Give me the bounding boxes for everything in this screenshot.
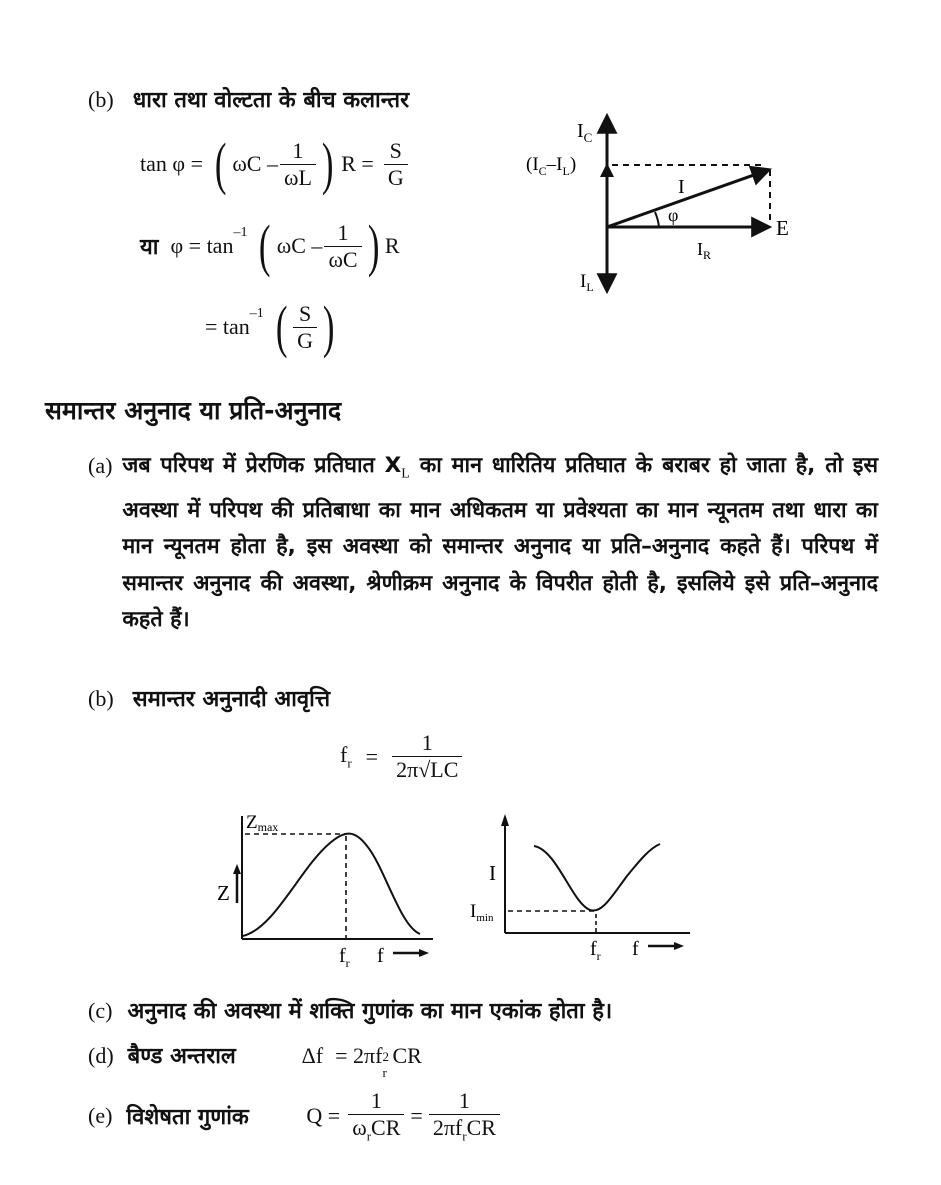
eq2-fraction xyxy=(324,220,361,273)
section-heading: समान्तर अनुनाद या प्रति-अनुनाद xyxy=(45,396,342,425)
eq2-lhs: φ = tan xyxy=(170,233,234,258)
i-f-arrowhead xyxy=(674,942,684,950)
fr-lhs: $f_r$ xyxy=(340,741,352,771)
label-ir: $I_R$ xyxy=(697,239,712,262)
fr-num: 1 xyxy=(392,730,462,757)
paragraph-d xyxy=(88,1040,422,1080)
paragraph-e-title: विशेषता गुणांक xyxy=(126,1105,249,1131)
eq3-paren-close: ) xyxy=(322,294,335,359)
z-f-label: f xyxy=(377,945,384,967)
paragraph-b-label: (b) xyxy=(88,686,114,711)
q-eq-sign: = xyxy=(410,1103,423,1129)
q-lhs: Q = xyxy=(306,1103,341,1129)
ic-il-arrowhead xyxy=(600,163,614,177)
bandwidth-equation: Δf = 2πf 2 r CR xyxy=(301,1043,422,1080)
label-phi: φ xyxy=(668,205,679,225)
paragraph-d-title: बैण्ड अन्तराल xyxy=(127,1044,236,1069)
label-ic-il: $(I_C-I_L)$ xyxy=(526,154,577,178)
eq2-after: R xyxy=(384,233,400,258)
equation-phi-sg xyxy=(205,294,340,359)
paragraph-c xyxy=(88,995,612,1025)
eq1-rhs-num: S xyxy=(384,138,408,165)
xl-subscript: L xyxy=(401,466,410,482)
eq2-ya: या xyxy=(140,235,159,260)
z-fr-label: $f_r$ xyxy=(339,945,350,970)
q-num-2: 1 xyxy=(429,1088,500,1115)
eq2-paren-close: ) xyxy=(367,213,380,278)
phasor-diagram xyxy=(520,105,810,300)
paragraph-b-title: समान्तर अनुनादी आवृत्ति xyxy=(132,687,331,712)
q-num-1: 1 xyxy=(348,1088,404,1115)
fr-fraction xyxy=(392,730,462,783)
z-label: Z xyxy=(217,881,230,905)
paragraph-c-text: अनुनाद की अवस्था में शक्ति गुणांक का मान एकांक होता है। xyxy=(127,999,613,1024)
eq1-num: 1 xyxy=(280,138,316,165)
eq1-lhs: tan φ = xyxy=(140,151,203,176)
paragraph-a xyxy=(88,448,878,639)
fr-eq-sign: = xyxy=(365,743,379,769)
z-arrowhead xyxy=(233,864,241,874)
eq3-num: S xyxy=(293,301,317,328)
current-graph xyxy=(462,808,702,973)
i-y-arrowhead xyxy=(501,814,509,826)
paragraph-a-text: जब परिपथ में प्रेरणिक प्रतिघात $X_L$ का मान धारितिय प्रतिघात के बराबर हो जाता है, तो इस अवस्था में परिपथ की प्रतिबाधा का मान अधिकतम या प्रवेश्यता का मान न्यूनतम तथा धारा का मान न्यूनतम होता है, इस अवस्था को समान्तर अनुनाद या प्रति–अनुनाद कहते हैं। परिपथ में समान्तर अनुनाद की अवस्था, श्रेणीक्रम अनुनाद के विपरीत होती है, इसलिये इसे प्रति–अनुनाद कहते हैं। xyxy=(122,453,879,633)
imin-label: $I_{min}$ xyxy=(470,901,494,924)
section-b-top xyxy=(88,84,409,114)
paragraph-c-label: (c) xyxy=(88,998,113,1023)
impedance-graph xyxy=(205,808,445,973)
q-fraction-2 xyxy=(429,1088,500,1144)
eq3-den: G xyxy=(297,327,314,353)
fr-equation xyxy=(340,730,462,783)
eq1-term: ωC – xyxy=(232,151,278,176)
eq1-rhs-fraction xyxy=(384,138,408,191)
paragraph-d-label: (d) xyxy=(88,1043,114,1068)
eq1-paren-open: ( xyxy=(214,131,227,196)
label-ic: $I_C$ xyxy=(577,120,593,145)
paragraph-e xyxy=(88,1088,500,1144)
label-e: E xyxy=(776,216,789,240)
paragraph-e-label: (e) xyxy=(88,1103,113,1129)
z-curve xyxy=(243,834,420,936)
eq1-den: ωL xyxy=(283,164,312,190)
eq1-rhs-den: G xyxy=(387,164,404,190)
phi-arc xyxy=(655,212,659,227)
eq3-sup: –1 xyxy=(249,306,264,321)
i-fr-label: $f_r$ xyxy=(590,938,601,963)
q-den-2: $2\pi f_rCR$ xyxy=(432,1115,496,1144)
q-fraction-1 xyxy=(348,1088,404,1144)
paragraph-a-label: (a) xyxy=(88,453,113,478)
equation-phi xyxy=(140,213,400,278)
fr-den: 2π√LC xyxy=(396,757,459,782)
eq2-num: 1 xyxy=(324,220,361,247)
eq1-paren-close: ) xyxy=(321,131,334,196)
eq3-lhs: = tan xyxy=(205,314,250,339)
eq1-fraction xyxy=(280,138,316,191)
i-phasor-line xyxy=(607,170,768,227)
equation-tan-phi xyxy=(140,131,408,196)
zmax-label: Zmax xyxy=(246,812,279,834)
q-den-1: $\omega_rCR$ xyxy=(352,1115,401,1144)
eq2-den: ωC xyxy=(328,246,358,272)
eq3-paren-open: ( xyxy=(275,294,288,359)
i-label: I xyxy=(489,861,496,885)
label-i: I xyxy=(678,176,685,198)
section-b-title: धारा तथा वोल्टता के बीच कलान्तर xyxy=(132,88,410,113)
f-arrowhead xyxy=(419,949,429,957)
eq2-paren-open: ( xyxy=(259,213,271,278)
eq2-sup: –1 xyxy=(233,225,248,240)
eq1-after: R = xyxy=(341,151,374,176)
eq2-term: ωC – xyxy=(276,233,323,258)
label-il: $I_L$ xyxy=(580,271,594,294)
section-b-resonant xyxy=(88,683,330,713)
i-f-label: f xyxy=(632,938,639,960)
i-curve xyxy=(534,844,660,911)
eq3-fraction xyxy=(293,301,317,354)
section-b-label: (b) xyxy=(88,87,114,112)
